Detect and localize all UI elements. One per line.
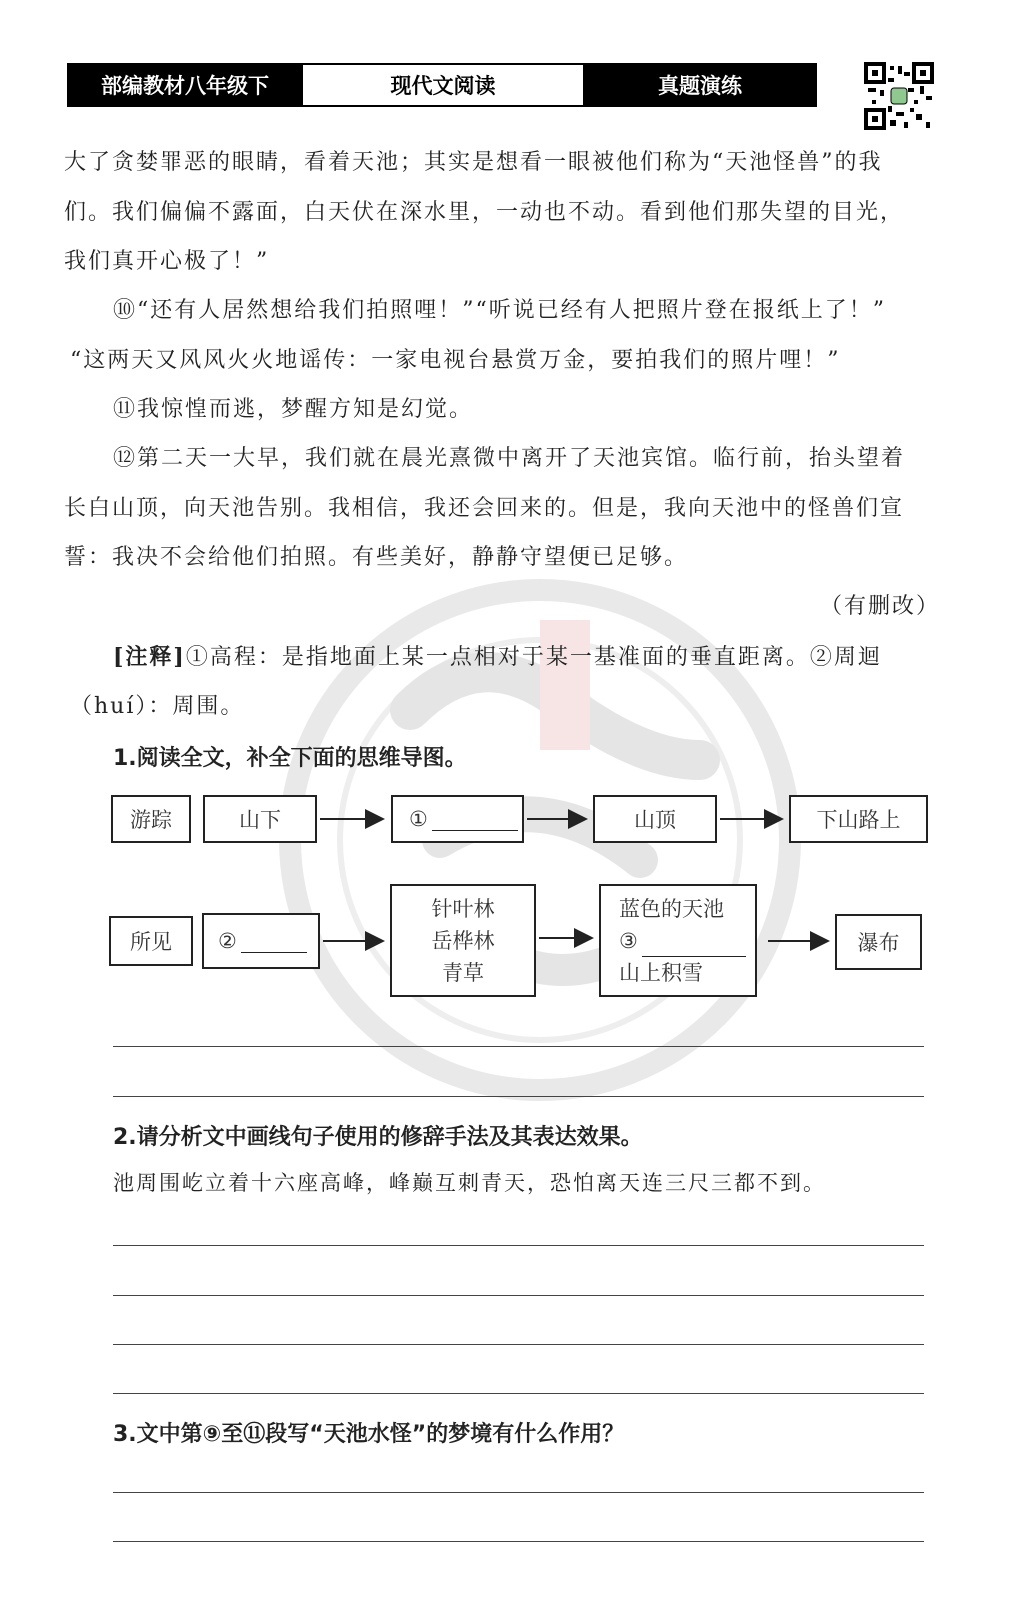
question-1-title: 1.阅读全文，补全下面的思维导图。 (113, 746, 467, 771)
header-title-text: 现代文阅读 (390, 74, 496, 98)
mindmap-sights-box-3-item: 蓝色的天池 (619, 896, 724, 921)
passage-line-6: ⑪我惊惶而逃，梦醒方知是幻觉。 (113, 397, 474, 422)
passage-line-2: 们。我们偏偏不露面，白天伏在深水里，一动也不动。看到他们那失望的目光， (64, 200, 905, 225)
mindmap-label-sights-text: 所见 (130, 930, 172, 954)
mindmap-sights-box-3-item: 山上积雪 (619, 960, 703, 985)
passage-source: （有删改） (820, 594, 941, 619)
answer-line[interactable] (113, 1096, 924, 1097)
passage-line-9: 誓：我决不会给他们拍照。有些美好，静静守望便已足够。 (64, 545, 689, 570)
mindmap-route-box-4-text: 下山路上 (816, 808, 901, 832)
passage-line-5: “这两天又风风火火地谣传：一家电视台悬赏万金，要拍我们的照片哩！” (70, 348, 841, 373)
answer-line[interactable] (113, 1541, 924, 1542)
header-grade-text: 部编教材八年级下 (101, 74, 269, 98)
mindmap-sights-box-2-item: 青草 (442, 960, 484, 985)
passage-line-1: 大了贪婪罪恶的眼睛，看着天池；其实是想看一眼被他们称为“天池怪兽”的我 (64, 150, 883, 175)
question-3-title: 3.文中第⑨至⑪段写“天池水怪”的梦境有什么作用？ (113, 1422, 625, 1447)
passage-line-8: 长白山顶，向天池告别。我相信，我还会回来的。但是，我向天池中的怪兽们宣 (64, 496, 905, 521)
passage-line-7: ⑫第二天一大早，我们就在晨光熹微中离开了天池宾馆。临行前，抬头望着 (113, 446, 906, 471)
answer-line[interactable] (113, 1245, 924, 1246)
header-practice-text: 真题演练 (658, 74, 742, 98)
answer-line[interactable] (113, 1492, 924, 1493)
passage-line-4: ⑩“还有人居然想给我们拍照哩！”“听说已经有人把照片登在报纸上了！” (113, 298, 886, 323)
question-2-title: 2.请分析文中画线句子使用的修辞手法及其表达效果。 (113, 1125, 643, 1150)
mindmap-route-box-1-text: 山下 (239, 808, 281, 832)
mindmap-route-box-2-marker: ① (409, 807, 428, 831)
mindmap-sights-box-4-text: 瀑布 (857, 931, 900, 955)
mindmap-sights-box-2-item: 岳桦林 (431, 928, 495, 953)
question-2-sentence: 池周围屹立着十六座高峰，峰巅互刺青天，恐怕离天连三尺三都不到。 (113, 1171, 826, 1195)
mindmap-sights-box-2-item: 针叶林 (431, 896, 495, 921)
notes-label: [注释] (113, 644, 186, 670)
answer-line[interactable] (113, 1295, 924, 1296)
mindmap-sights-box-3-marker: ③ (619, 928, 638, 953)
notes-line-2: （huí）：周围。 (70, 694, 245, 719)
notes-text-1: ①高程：是指地面上某一点相对于某一基准面的垂直距离。②周迴 (185, 645, 882, 670)
answer-line[interactable] (113, 1344, 924, 1345)
mindmap-sights-box-1-marker: ② (218, 929, 237, 953)
passage-line-3: 我们真开心极了！” (64, 249, 270, 274)
answer-line[interactable] (113, 1393, 924, 1394)
mindmap-route-box-3-text: 山顶 (634, 808, 676, 832)
answer-line[interactable] (113, 1046, 924, 1047)
mindmap-label-route-text: 游踪 (130, 808, 172, 832)
